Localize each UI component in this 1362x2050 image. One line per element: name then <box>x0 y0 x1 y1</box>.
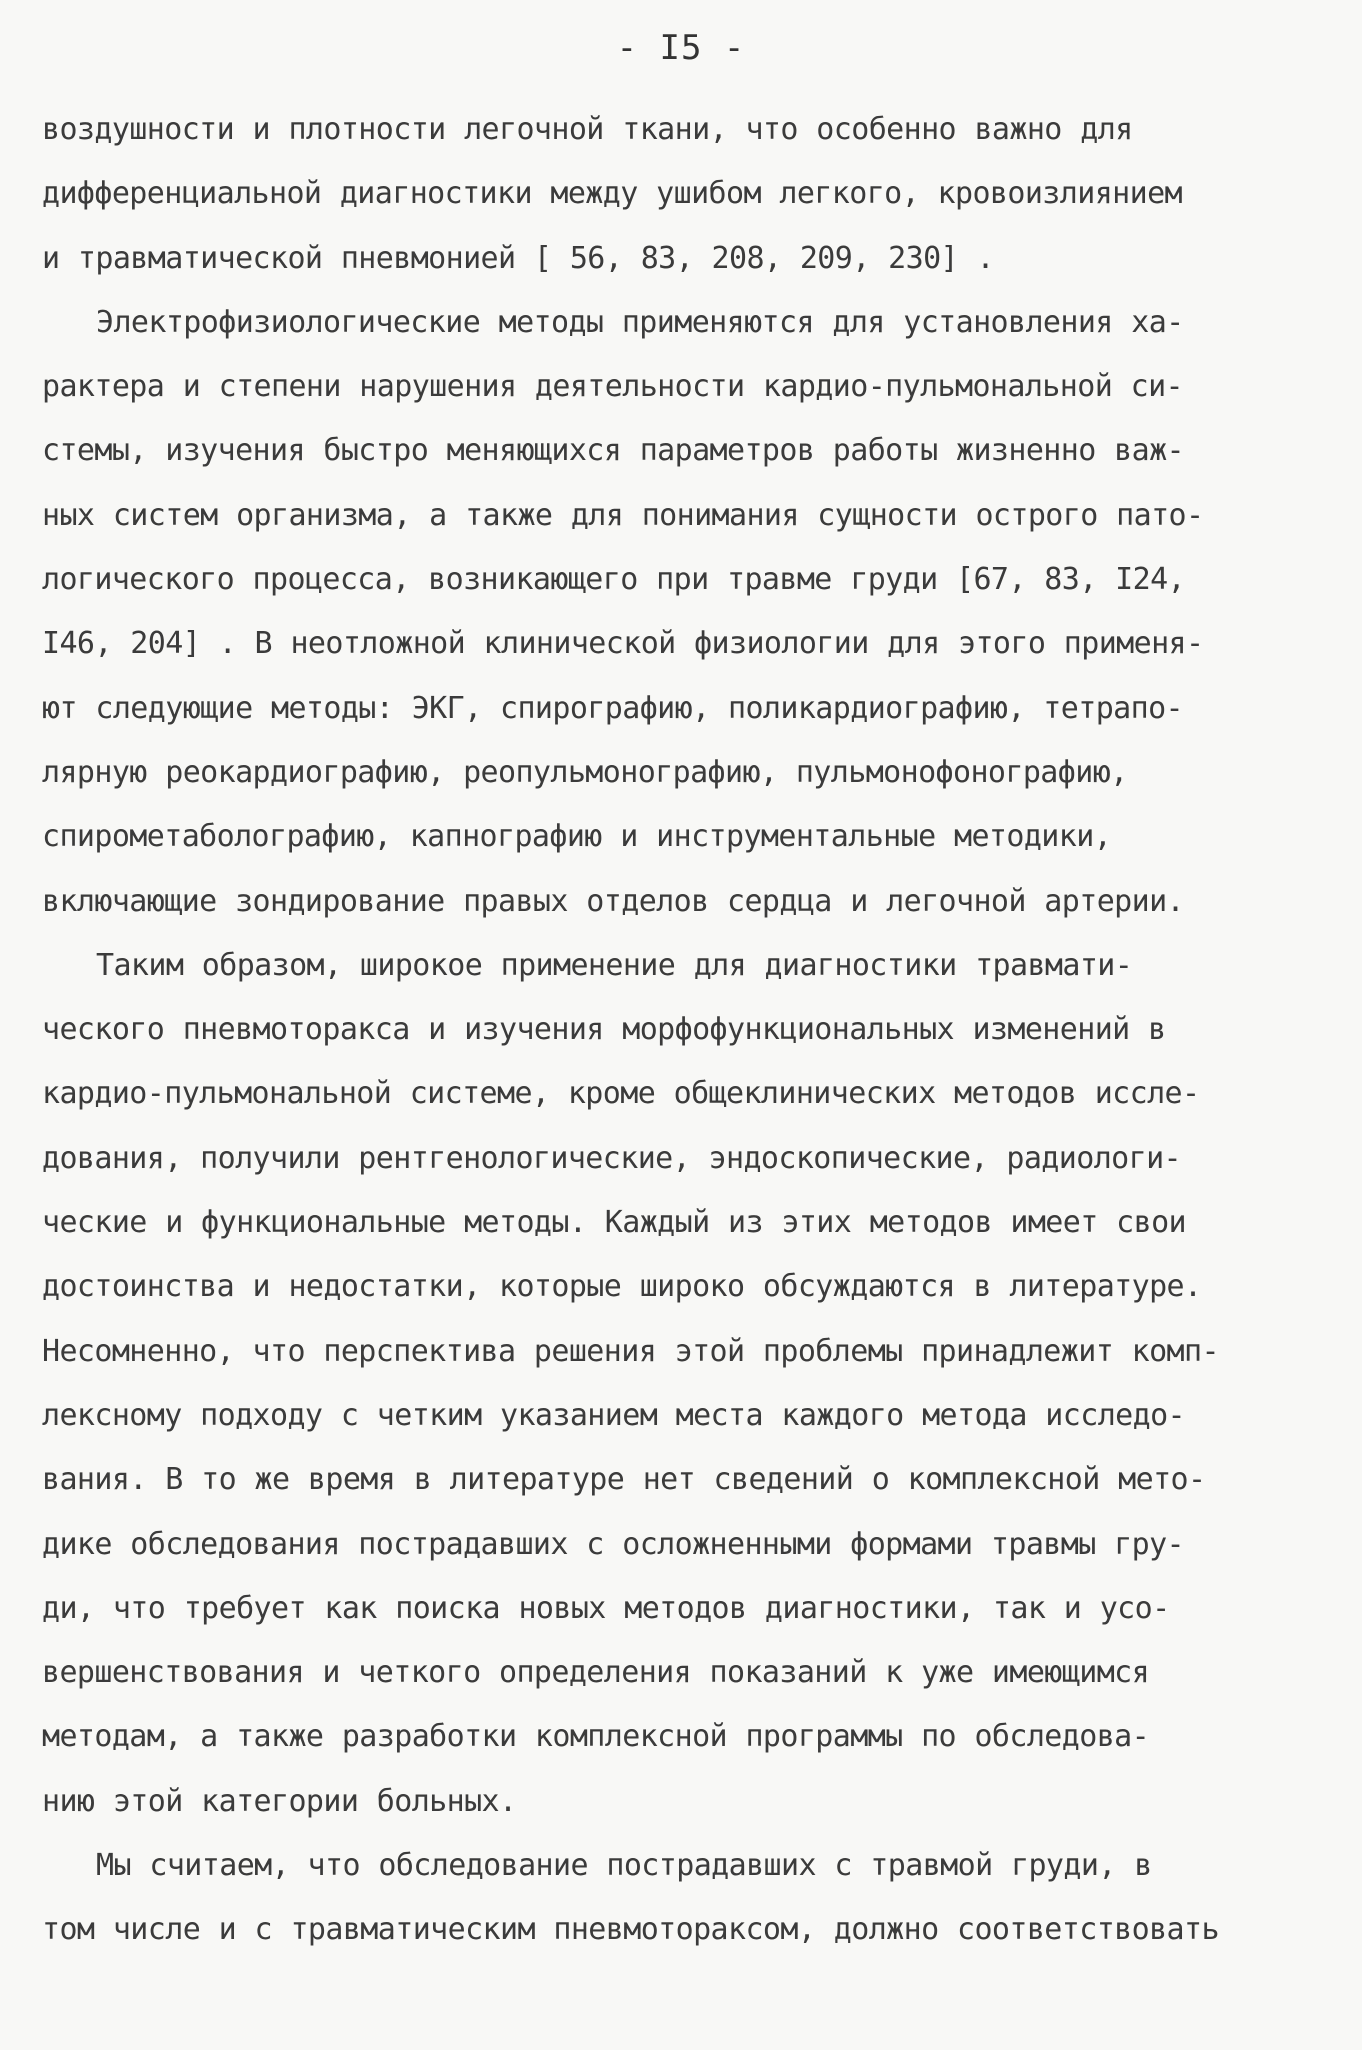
text-line: ют следующие методы: ЭКГ, спирографию, поликардиографию, тетрапо- <box>42 690 1183 726</box>
text-line: достоинства и недостатки, которые широко обсуждаются в литературе. <box>42 1269 1202 1305</box>
text-line: методам, а также разработки комплексной программы по обследова- <box>42 1719 1150 1755</box>
text-line: спирометаболографию, капнографию и инструментальные методики, <box>42 819 1112 855</box>
text-line: I46, 204] . В неотложной клинической физиологии для этого применя- <box>42 626 1204 662</box>
text-line: дования, получили рентгенологические, эндоскопические, радиологи- <box>42 1140 1181 1176</box>
text-line: ческие и функциональные методы. Каждый из этих методов имеет свои <box>42 1205 1186 1241</box>
text-line: воздушности и плотности легочной ткани, что особенно важно для <box>42 112 1133 147</box>
text-line: дике обследования пострадавших с осложненными формами травмы гру- <box>42 1526 1184 1562</box>
text-line: логического процесса, возникающего при травме груди [67, 83, I24, <box>42 562 1185 598</box>
text-line: и травматической пневмонией [ 56, 83, 208, 209, 230] . <box>42 240 994 276</box>
text-line: лярную реокардиографию, реопульмонографию, пульмонофонографию, <box>42 754 1128 790</box>
page-number: - I5 - <box>616 28 746 68</box>
text-line: вания. В то же время в литературе нет сведений о комплексной мето- <box>42 1462 1206 1498</box>
paragraph-start-line: Мы считаем, что обследование пострадавших с травмой груди, в <box>96 1848 1152 1884</box>
text-line: лексному подходу с четким указанием места каждого метода исследо- <box>42 1397 1185 1433</box>
text-line: ди, что требует как поиска новых методов диагностики, так и усо- <box>42 1590 1170 1626</box>
text-line: дифференциальной диагностики между ушибом легкого, кровоизлиянием <box>42 176 1182 212</box>
text-line: кардио-пульмональной системе, кроме общеклинических методов иссле- <box>42 1076 1200 1112</box>
text-line: ных систем организма, а также для понимания сущности острого пато- <box>42 497 1204 533</box>
paragraph-start-line: Электрофизиологические методы применяются для установления ха- <box>96 304 1184 340</box>
text-line: включающие зондирование правых отделов сердца и легочной артерии. <box>42 883 1184 919</box>
text-line: вершенствования и четкого определения показаний к уже имеющимся <box>42 1655 1150 1691</box>
text-line: Несомненно, что перспектива решения этой проблемы принадлежит комп- <box>42 1333 1219 1369</box>
text-line: ческого пневмоторакса и изучения морфофункциональных изменений в <box>42 1012 1166 1048</box>
text-line: нию этой категории больных. <box>42 1783 517 1819</box>
text-line: стемы, изучения быстро меняющихся параметров работы жизненно важ- <box>42 433 1184 469</box>
body-text <box>42 98 1322 1963</box>
text-line: том числе и с травматическим пневмотораксом, должно соответствовать <box>42 1912 1219 1948</box>
text-line: рактера и степени нарушения деятельности кардио-пульмональной си- <box>42 369 1183 405</box>
paragraph-start-line: Таким образом, широкое применение для диагностики травмати- <box>96 947 1133 983</box>
